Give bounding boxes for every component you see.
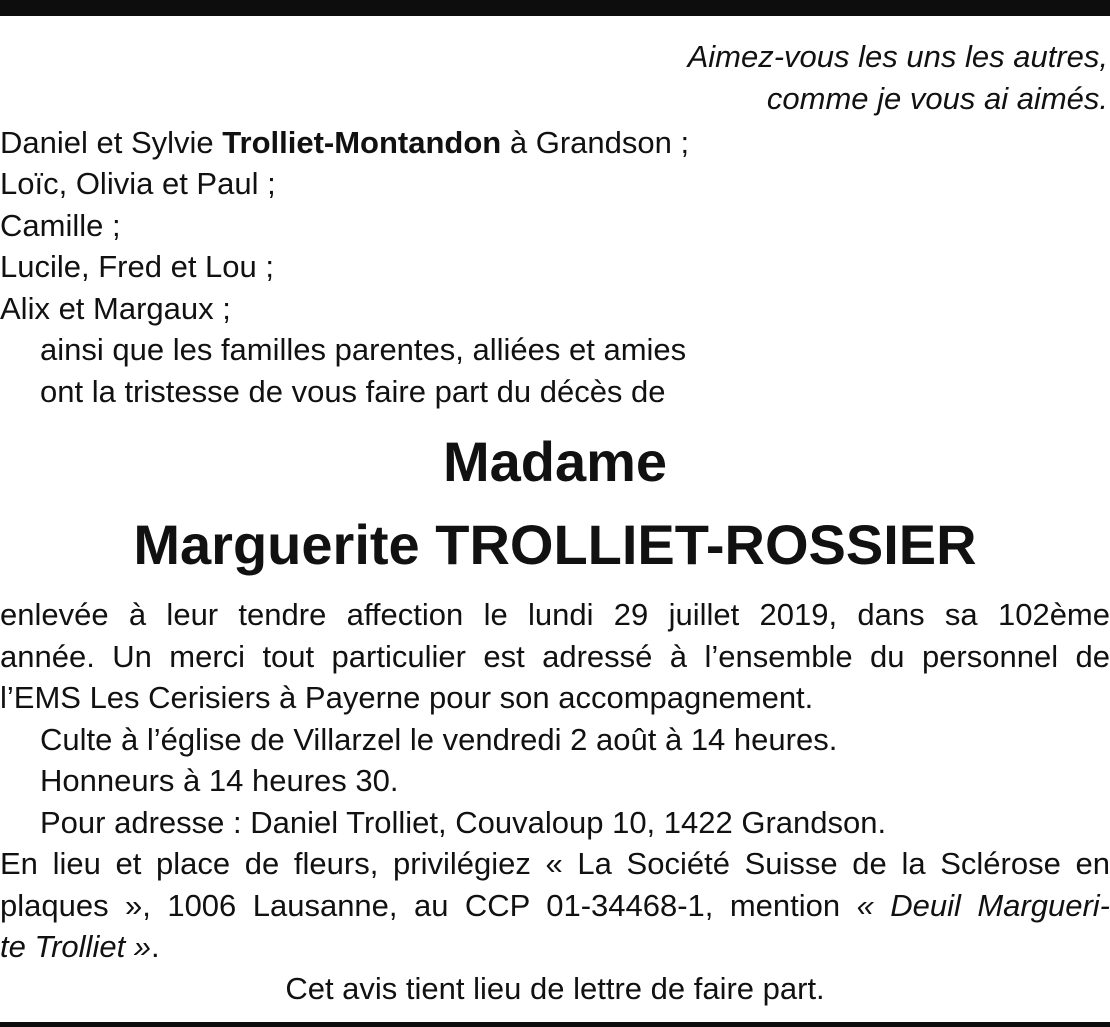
donation-line-2 [0, 885, 1110, 926]
family-line-7: ont la tristesse de vous faire part du décès de [40, 374, 666, 409]
body-line-3: l’EMS Les Cerisiers à Payerne pour son accompagnement. [0, 680, 814, 715]
body-line-2: année. Un merci tout particulier est adressé à l’ensemble du personnel de [0, 639, 1110, 674]
donation-line-2-prefix: plaques », 1006 Lausanne, au CCP 01-34468-1, mention [0, 888, 857, 923]
service-info: Culte à l’église de Villarzel le vendredi 2 août à 14 heures. [40, 722, 838, 757]
family-line-6: ainsi que les familles parentes, alliées et amies [40, 332, 687, 367]
epigraph-quote [688, 36, 1108, 120]
family-line-5: Alix et Margaux ; [0, 291, 231, 326]
quote-line-1: Aimez-vous les uns les autres, [687, 39, 1108, 74]
deceased-title: Madame [442, 430, 668, 493]
donation-line-3-suffix: . [151, 929, 160, 964]
family-line-3: Camille ; [0, 208, 121, 243]
quote-line-2: comme je vous ai aimés. [766, 81, 1108, 116]
family-line-1-suffix: à Grandson ; [501, 125, 690, 160]
family-line-2: Loïc, Olivia et Paul ; [0, 166, 276, 201]
honours-info: Honneurs à 14 heures 30. [40, 763, 399, 798]
donation-mention-end: te Trolliet » [0, 929, 152, 964]
closing-note: Cet avis tient lieu de lettre de faire part. [285, 971, 825, 1006]
donation-line-1: En lieu et place de fleurs, privilégiez « La Société Suisse de la Sclérose en [0, 846, 1110, 881]
family-line-4: Lucile, Fred et Lou ; [0, 249, 274, 284]
top-border-rule [0, 0, 1110, 16]
family-surname: Trolliet-Montandon [222, 125, 502, 160]
family-line-1 [0, 122, 1110, 163]
bottom-border-rule [0, 1022, 1110, 1027]
donation-line-3 [0, 926, 1110, 967]
body-line-1: enlevée à leur tendre affection le lundi 29 juillet 2019, dans sa 102ème [0, 597, 1110, 632]
address-info: Pour adresse : Daniel Trolliet, Couvaloup 10, 1422 Grandson. [40, 805, 887, 840]
family-line-1-prefix: Daniel et Sylvie [0, 125, 223, 160]
donation-mention-start: « Deuil Margueri- [856, 888, 1110, 923]
deceased-name: Marguerite TROLLIET-ROSSIER [133, 513, 977, 576]
